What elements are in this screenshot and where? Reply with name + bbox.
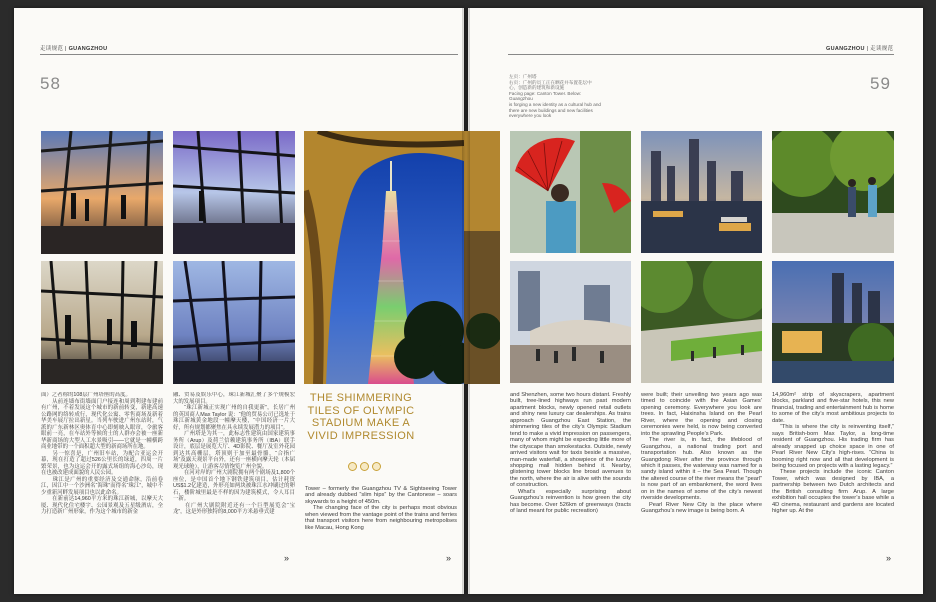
continue-arrow-right: »: [886, 553, 892, 563]
photo-night-river: [641, 131, 762, 253]
paragraph: These projects include the iconic Canton Tower, which was designed by IBA, a partnership between two Dutch architects and the British consulting firm Arup. A large exhibition hall occupies the tower’s base while a 4D cinema, restaurant and gardens are located higher up. At the: [772, 469, 894, 515]
photo-waterfront-dusk: [772, 261, 894, 383]
paragraph: Pearl River New City is the place where Guangzhou’s new image is being born. A: [641, 501, 762, 515]
photo-glass-hall-2: [173, 131, 295, 254]
paragraph: The river is, in fact, the lifeblood of Guangzhou, a national trading port and transportation hub. Also known as the Guangdong River after the province through which it passes, the waterway was named for a sandy island within it – the Sea Pearl. Though the altered course of the river means the “pearl” is now part of an embankment, the word lives on in the names of some of the city’s newest riverside developments.: [641, 437, 762, 502]
pull-quote: THE SHIMMERING TILES OF OLYMPIC STADIUM MAKE A VIVID IMPRESSION: [307, 392, 415, 442]
paragraph: and Shenzhen, some two hours distant. Freshly built, tree-lined highways run past modern apartment blocks, newly opened retail outlets and shiny new luxury car dealerships. As trains approach Guangzhou East Station, the shimmering tiles of the city’s Olympic Stadium tend to make a vivid impression on passengers, many of whom might be expecting little more of the cityscape than smokestacks. Outside, newly arrived visitors wait for taxis beside a massive, man-made waterfall, a showpiece of the luxury shopping mall hidden behind it. Nearby, glistening tower blocks line broad avenues to the north, where the air is alive with the sounds of construction.: [510, 392, 631, 489]
photo-red-fan-dancer: [510, 131, 631, 253]
paragraph: The changing face of the city is perhaps most obvious when viewed from the vantage point of the trains and ferries that transport visitors here from neighbouring metropolises like Macau, Hong Kong: [305, 505, 457, 531]
column-english-2: [510, 392, 631, 568]
continue-arrow-middle: »: [446, 553, 452, 563]
paragraph: were built; their unveiling two years ago was timed to coincide with the Asian Games’ opening ceremony. Everywhere you look are trees. In fact, Haixinsha Island on the Pearl River, where the opening and closing ceremonies were held, is now being converted into the sprawling People’s Park.: [641, 392, 762, 437]
column-english-3: [641, 392, 762, 568]
column-chinese-2: 融、贸易及娱乐中心，珠江新城汇聚了多个规模宏大的发展项目。 “珠江新城正实现广州的自我更新”，长居广州的英国商人Max Taylor 说：“他的贸易公司已选址于珠江新城黄金地段一幢摩天楼，“中国经济一片大好，所有规划都聚焦在具永续发展潜力的项目”。 广州塔是为其一，此标志性建筑由国家建筑事务所（Arup）及荷兰信赖建筑事务所（IBA）联手设计，底层是展览大厅、4D影院、餐厅及室外花园到达其高栅层，塔顶则于加至最骨骼，“合指广场”及露天观景平台外，还有一座横向摩天轮（本届观光球舱），让游客尽情饱览广州全貌。 在河对岸的广州大剧院拥有两个剧场及1,800个座位，是中国首个地下钢铁建筑项目，估计耗资US$1.2亿建造，外形亮如两块被珠江水冲刷过的卵石，楼阶城里最是不样的因为建筑模式，令人耳目一新。 在广州大剧院附近还有一个巨型展览会“宝龙”，这是外形独特的8,000平方米悬垂式建: [173, 392, 295, 515]
paragraph: What’s especially surprising about Guangzhou’s reinvention is how green the city has become. Over 526km of greenways (tracts of land meant for public recreation): [510, 488, 631, 515]
photo-green-boulevard: [641, 261, 762, 383]
paragraph: 14,960m² strip of skyscrapers, apartment blocks, parkland and five-star hotels, this new financial, trading and entertainment hub is home to some of the city’s most ambitious projects to date.: [772, 392, 894, 424]
photo-glass-hall-1: [41, 131, 163, 254]
photo-glass-hall-3: [41, 261, 163, 384]
spine-gutter: [462, 8, 470, 594]
photo-glass-hall-4: [173, 261, 295, 384]
photo-park-walkers: [772, 131, 894, 253]
pull-quote-ornament: [348, 458, 384, 468]
continue-arrow-left: »: [284, 553, 290, 563]
running-head-right: GUANGZHOU | 走读规范: [826, 46, 894, 52]
column-english-4: [772, 392, 894, 568]
paragraph: Tower – formerly the Guangzhou TV & Sightseeing Tower and already dubbed “slim hips” by the Cantonese – soars skywards to a height of 450m.: [305, 486, 457, 505]
photo-canton-tower: [304, 131, 464, 384]
paragraph: “This is where the city is reinventing itself,” says British-born Max Taylor, a long-time resident of Guangzhou. His trading firm has already snapped up choice space in one of Pearl River New City’s high-rises. “China is booming right now and all that development is being focused on projects with a lasting legacy.”: [772, 424, 894, 469]
column-english-1: [305, 486, 457, 568]
running-head-left: 走读规范 | GUANGZHOU: [40, 46, 108, 52]
photo-plaza-crowd: [510, 261, 631, 383]
header-rule-right: [508, 54, 894, 55]
page-number-right: 59: [870, 74, 891, 93]
column-chinese-1: 面）之者称的108层广州塔座的高度。 从前连墙布街墙面门户接连和周到利建布建前有广州，不着发展这个城市的新前转变，新建高速公路网的络转成行，现代化公寓、零售商场及新着华美车展厅拉出新星。当列车驶进广州东站时，气派的广东新林区奥体育中心即刻映入眼帘，令旅客眼前一亮，在车站外等候的士的人群亦会被一座新华新商场的大型人工水景吸引——它就是一幢横跨商业地带的一个面积超大型的新商场所在地。 另一惊喜是，广州旧车站，为配合亚运会开幕，现在打造了超过526公里长的绿道，四周一片繁荣景，也为这运会开的露式场组的海心沙岛，现在也被改建成面貌的人民公园。 珠江是广州的重要经济及交通命脉，沿前卷江，因江中一个沙洲名“海珠”而得名“珠江”，城中不少重新河畔发展项目也以此命名。 在新前达14,960平方米的珠江新城，以摩天大厦、现代化住宅楼宇、公园景观及五星级酒店，全力打造新广州形象，作为这个城市的新金: [41, 392, 163, 515]
header-rule-left: [40, 54, 458, 55]
photo-caption: 左页：广州塔 右页：广州的员工正在晒花并布置花坛中 心，创造新的建筑和新设施 Facing page: Canton Tower. Below: Guangzhou is forging a new identity as a cultural hub and there are new buildings and new facilities everywhere you look: [509, 74, 601, 119]
page-number-left: 58: [40, 74, 61, 93]
